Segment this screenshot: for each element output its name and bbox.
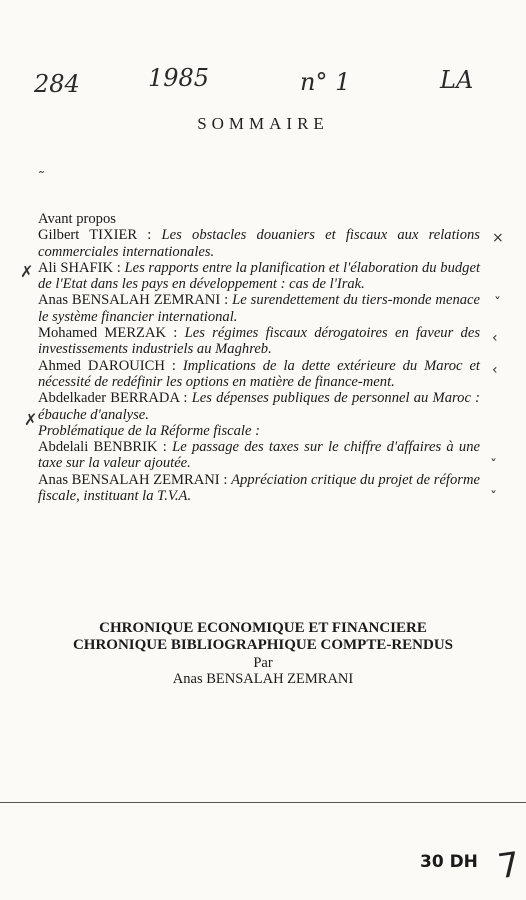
price-label: 30 DH (420, 852, 478, 872)
tick-mark-icon: ‹ (492, 362, 498, 378)
list-item: Ahmed DAROUICH : Implications de la dette extérieure du Maroc et nécessité de redéfinir les options en matière de finance-ment. (38, 357, 480, 390)
list-item: Anas BENSALAH ZEMRANI : Le surendettement du tiers-monde menace le système financier international. (38, 292, 480, 325)
contents-list (38, 211, 480, 504)
list-item: Abdelkader BERRADA : Les dépenses publiques de personnel au Maroc : ébauche d'analyse. (38, 390, 480, 423)
handwritten-reference: 284 (34, 70, 80, 98)
handwritten-issue: n° 1 (300, 68, 351, 96)
check-mark-icon: ✗ (24, 410, 38, 429)
handwritten-year: 1985 (148, 64, 210, 92)
tick-mark-icon: ˇ (490, 490, 497, 506)
page-title: SOMMAIRE (197, 114, 329, 133)
tick-mark-icon: ˇ (490, 458, 497, 474)
handwritten-code: LA (440, 66, 474, 94)
chronicle-heading-1: CHRONIQUE ECONOMIQUE ET FINANCIERE (99, 620, 427, 636)
list-item: Anas BENSALAH ZEMRANI : Appréciation critique du projet de réforme fiscale, instituant la T.V.A. (38, 471, 480, 505)
list-item: Problématique de la Réforme fiscale : (38, 422, 260, 439)
list-item: Avant propos (38, 211, 116, 227)
check-mark-icon: ✗ (20, 262, 34, 281)
pencil-mark-icon: ˜ (38, 170, 45, 186)
list-item: Ali SHAFIK : Les rapports entre la planification et l'élaboration du budget de l'Etat dans les pays en développement : cas de l'Irak. (38, 259, 480, 293)
tick-mark-icon: ˇ (494, 296, 501, 312)
list-item: Abdelali BENBRIK : Le passage des taxes sur le chiffre d'affaires à une taxe sur la valeur ajoutée. (38, 439, 480, 472)
chronicle-author: Anas BENSALAH ZEMRANI (172, 671, 354, 687)
list-item: Gilbert TIXIER : Les obstacles douaniers et fiscaux aux relations commerciales internationales. (38, 227, 480, 260)
chronicle-heading-2: CHRONIQUE BIBLIOGRAPHIQUE COMPTE-RENDUS (72, 637, 454, 653)
tick-mark-icon: × (492, 230, 504, 246)
tick-mark-icon: ‹ (492, 330, 498, 346)
list-item: Mohamed MERZAK : Les régimes fiscaux dérogatoires en faveur des investissements industriels au Maghreb. (38, 325, 480, 358)
divider (0, 802, 526, 803)
handwritten-mark-icon: 7 (495, 844, 523, 888)
by-label: Par (253, 655, 273, 671)
